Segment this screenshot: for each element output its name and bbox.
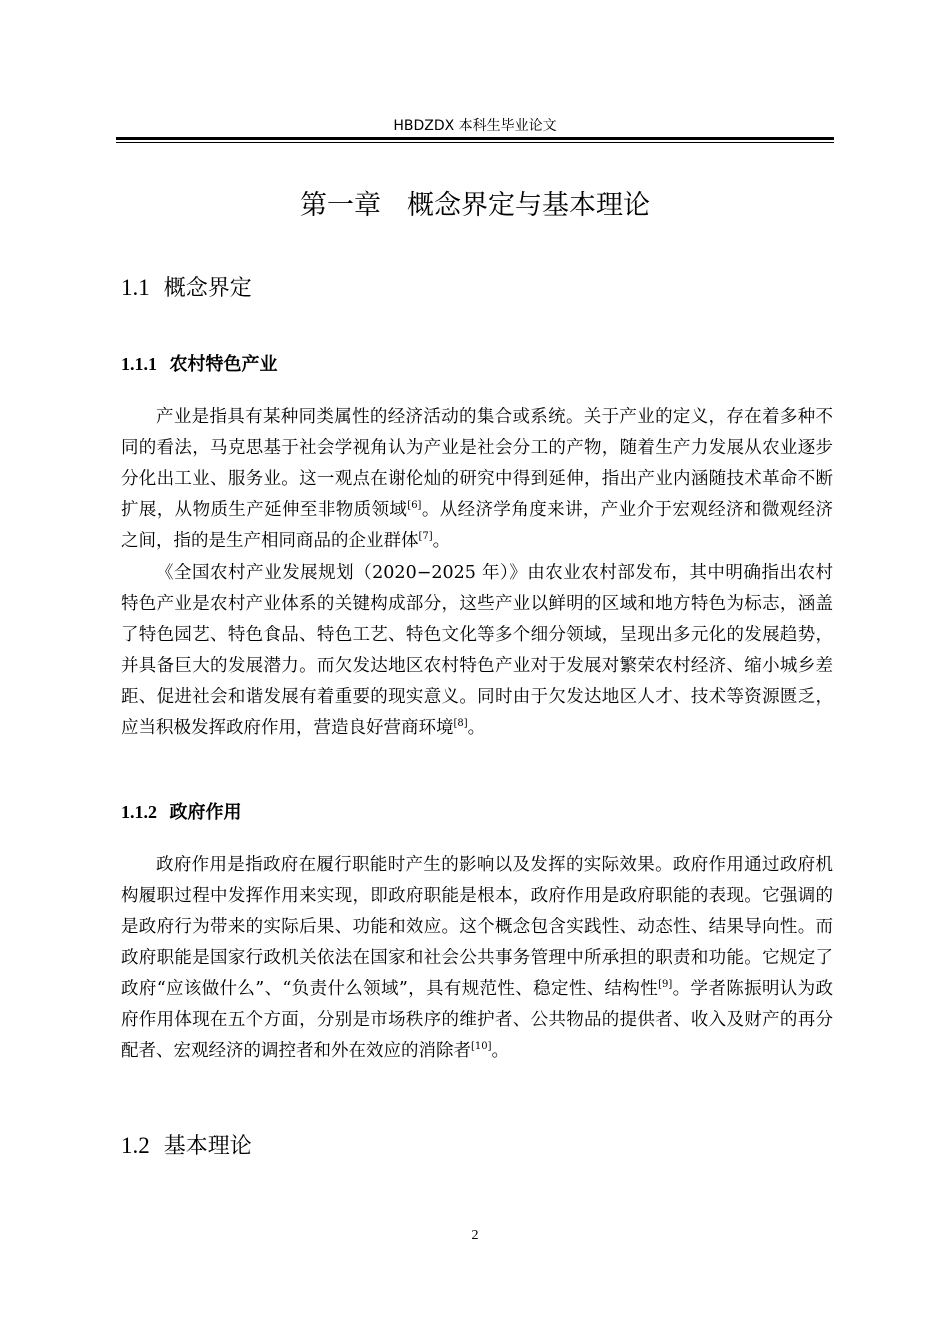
section-number: 1.1 — [121, 275, 150, 300]
running-header: HBDZDX 本科生毕业论文 — [393, 118, 557, 134]
subsection-heading-1-1-2 — [121, 798, 242, 827]
chapter-name: 概念界定与基本理论 — [407, 190, 650, 221]
paragraph-government-role: 政府作用是指政府在履行职能时产生的影响以及发挥的实际效果。政府作用通过政府机构履职过程中发挥作用来实现，即政府职能是根本，政府作用是政府职能的表现。它强调的是政府行为带来的实际后果、功能和效应。这个概念包含实践性、动态性、结果导向性。而政府职能是国家行政机关依法在国家和社会公共事务管理中所承担的职责和功能。它规定了政府“应该做什么”、“负责什么领域”，具有规范性、稳定性、结构性[9]。学者陈振明认为政府作用体现在五个方面，分别是市场秩序的维护者、公共物品的提供者、收入及财产的再分配者、宏观经济的调控者和外在效应的消除者[10]。 — [121, 855, 834, 1061]
citation-ref: [8] — [453, 718, 468, 729]
section-title: 概念界定 — [163, 276, 252, 301]
header-rule-thin — [116, 142, 834, 143]
chapter-title — [0, 186, 950, 226]
subsection-number: 1.1.1 — [121, 354, 157, 374]
section-heading-1-1 — [121, 272, 252, 305]
paragraph-industry-definition: 产业是指具有某种同类属性的经济活动的集合或系统。关于产业的定义，存在着多种不同的看法，马克思基于社会学视角认为产业是社会分工的产物，随着生产力发展从农业逐步分化出工业、服务业。这一观点在谢伦灿的研究中得到延伸，指出产业内涵随技术革命不断扩展，从物质生产延伸至非物质领域[6]。从经济学角度来讲，产业介于宏观经济和微观经济之间，指的是生产相同商品的企业群体[7]。 — [121, 407, 834, 551]
subsection-number: 1.1.2 — [121, 802, 157, 822]
section-heading-1-2 — [121, 1130, 252, 1163]
header-rule-thick — [116, 137, 834, 140]
section-title: 基本理论 — [163, 1134, 252, 1159]
subsection-heading-1-1-1 — [121, 350, 278, 379]
subsection-title: 农村特色产业 — [169, 354, 278, 375]
paragraph-rural-industry-plan: 《全国农村产业发展规划（2020−2025 年）》由农业农村部发布，其中明确指出农村特色产业是农村产业体系的关键构成部分，这些产业以鲜明的区域和地方特色为标志，涵盖了特色园艺、特色食品、特色工艺、特色文化等多个细分领域，呈现出多元化的发展趋势，并具备巨大的发展潜力。而欠发达地区农村特色产业对于发展对繁荣农村经济、缩小城乡差距、促进社会和谐发展有着重要的现实意义。同时由于欠发达地区人才、技术等资源匮乏，应当积极发挥政府作用，营造良好营商环境[8]。 — [121, 563, 833, 738]
citation-ref: [7] — [418, 531, 433, 542]
chapter-label: 第一章 — [300, 190, 381, 221]
page-number: 2 — [471, 1228, 479, 1243]
subsection-title: 政府作用 — [169, 802, 242, 823]
section-number: 1.2 — [121, 1133, 150, 1158]
citation-ref: [10] — [471, 1041, 492, 1052]
citation-ref: [6] — [407, 500, 422, 511]
citation-ref: [9] — [658, 979, 673, 990]
